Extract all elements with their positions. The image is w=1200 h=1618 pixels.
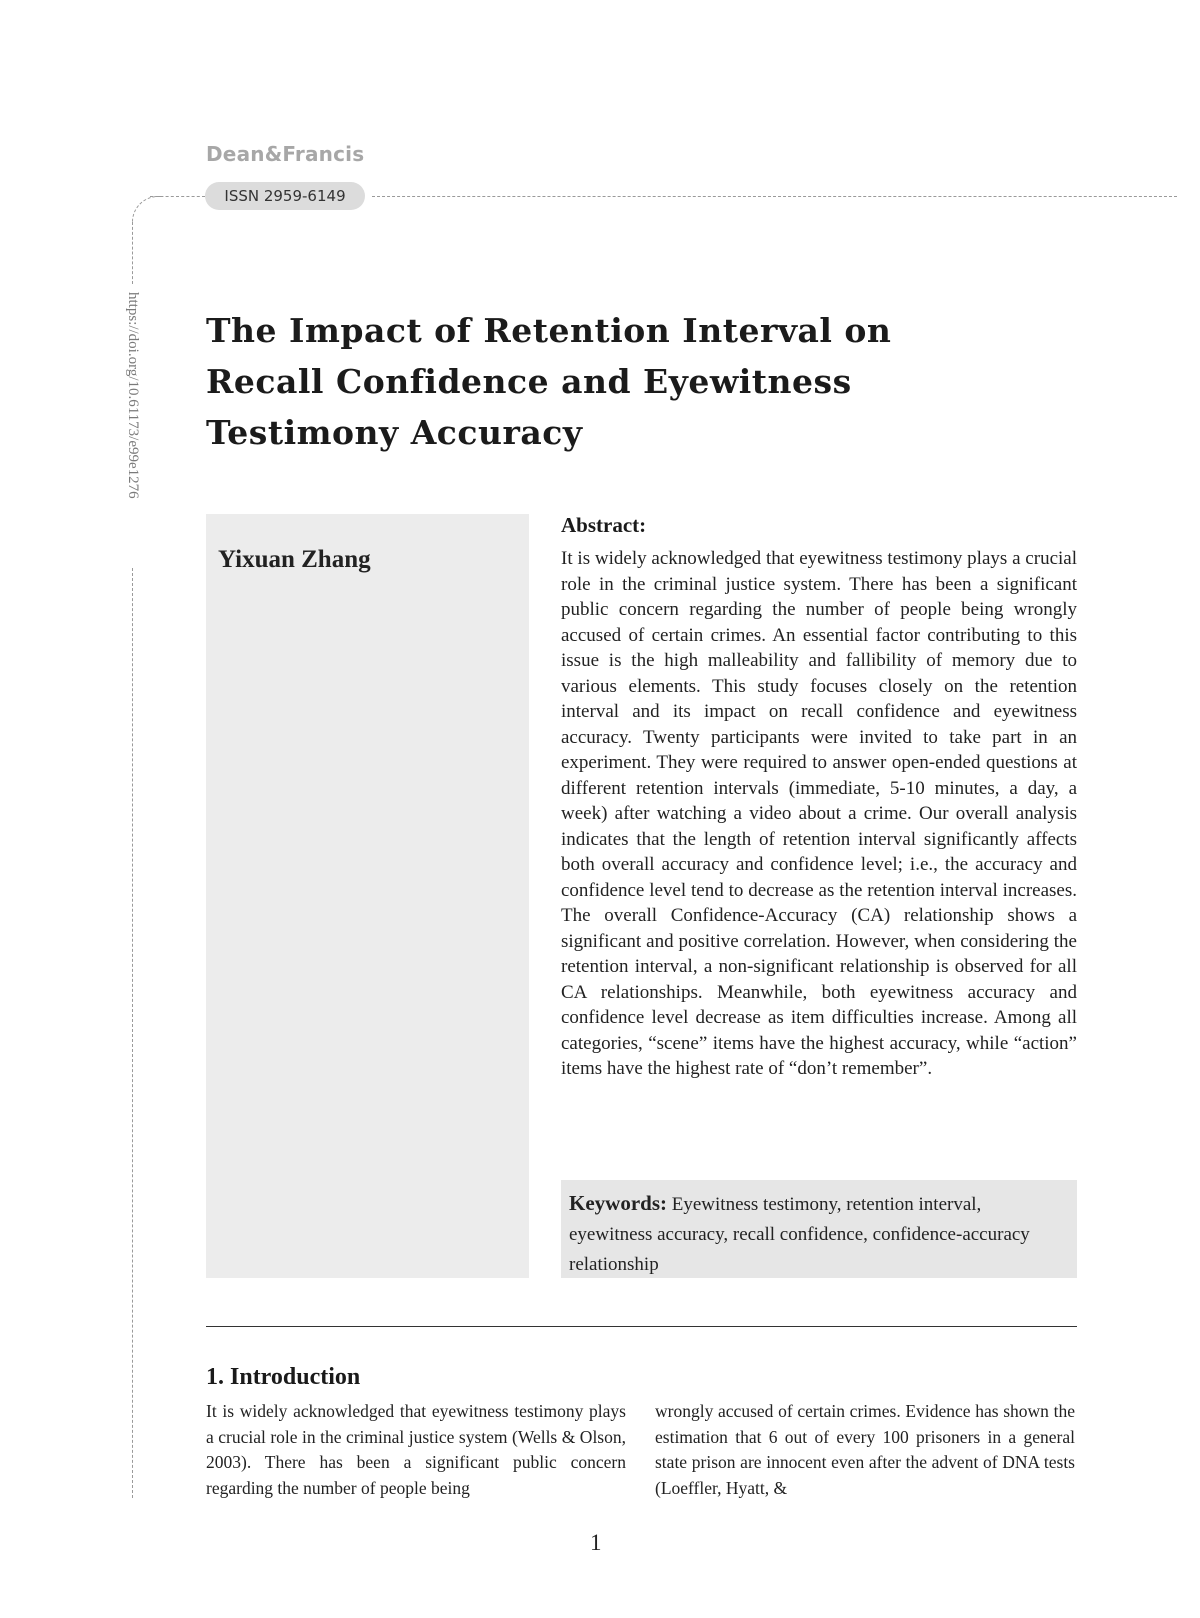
section-divider [206, 1326, 1077, 1327]
keywords-paragraph [569, 1188, 1069, 1280]
paper-title: The Impact of Retention Interval on Recall Confidence and Eyewitness Testimony Accuracy [206, 311, 892, 452]
abstract-heading: Abstract: [561, 513, 647, 537]
frame-corner [132, 196, 161, 225]
introduction-heading: 1. Introduction [206, 1364, 361, 1390]
frame-side-rule-upper [132, 222, 133, 284]
frame-side-rule-lower [132, 568, 133, 1498]
frame-top-rule-left [150, 196, 205, 197]
keywords-panel [561, 1180, 1077, 1278]
author-name: Yixuan Zhang [218, 546, 371, 573]
doi-link[interactable]: https://doi.org/10.61173/e99e1276 [125, 292, 141, 499]
page-number: 1 [590, 1530, 602, 1555]
keywords-label: Keywords: [569, 1191, 667, 1215]
introduction-column-right: wrongly accused of certain crimes. Evidence has shown the estimation that 6 out of every 100 prisoners in a general state prison are innocent even after the advent of DNA tests (Loeffler, Hyatt, & [655, 1401, 1075, 1498]
publisher-logo: Dean&Francis [206, 142, 365, 166]
frame-top-rule-right [372, 196, 1177, 197]
abstract-body: It is widely acknowledged that eyewitness testimony plays a crucial role in the criminal justice system. There has been a significant public concern regarding the number of people being wrongly accused of certain crimes. An essential factor contributing to this issue is the high malleability and fallibility of memory due to various elements. This study focuses closely on the retention interval and its impact on recall confidence and eyewitness accuracy. Twenty participants were invited to take part in an experiment. They were required to answer open-ended questions at different retention intervals (immediate, 5-10 minutes, a day, a week) after watching a video about a crime. Our overall analysis indicates that the length of retention interval significantly affects both overall accuracy and confidence level; i.e., the accuracy and confidence level tend to decrease as the retention interval increases. The overall Confidence-Accuracy (CA) relationship shows a significant and positive correlation. However, when considering the retention interval, a non-significant relationship is observed for all CA relationships. Meanwhile, both eyewitness accuracy and confidence level decrease as item difficulties increase. Among all categories, “scene” items have the highest accuracy, while “action” items have the highest rate of “don’t remember”. [561, 548, 1077, 1079]
keywords-list: Eyewitness testimony, retention interval, eyewitness accuracy, recall confidence, confidence-accuracy relationship [569, 1194, 1030, 1275]
introduction-column-left: It is widely acknowledged that eyewitness testimony plays a crucial role in the criminal justice system (Wells & Olson, 2003). There has been a significant public concern regarding the number of people being [206, 1401, 626, 1498]
author-panel [206, 514, 529, 1278]
issn-badge: ISSN 2959-6149 [205, 182, 365, 210]
